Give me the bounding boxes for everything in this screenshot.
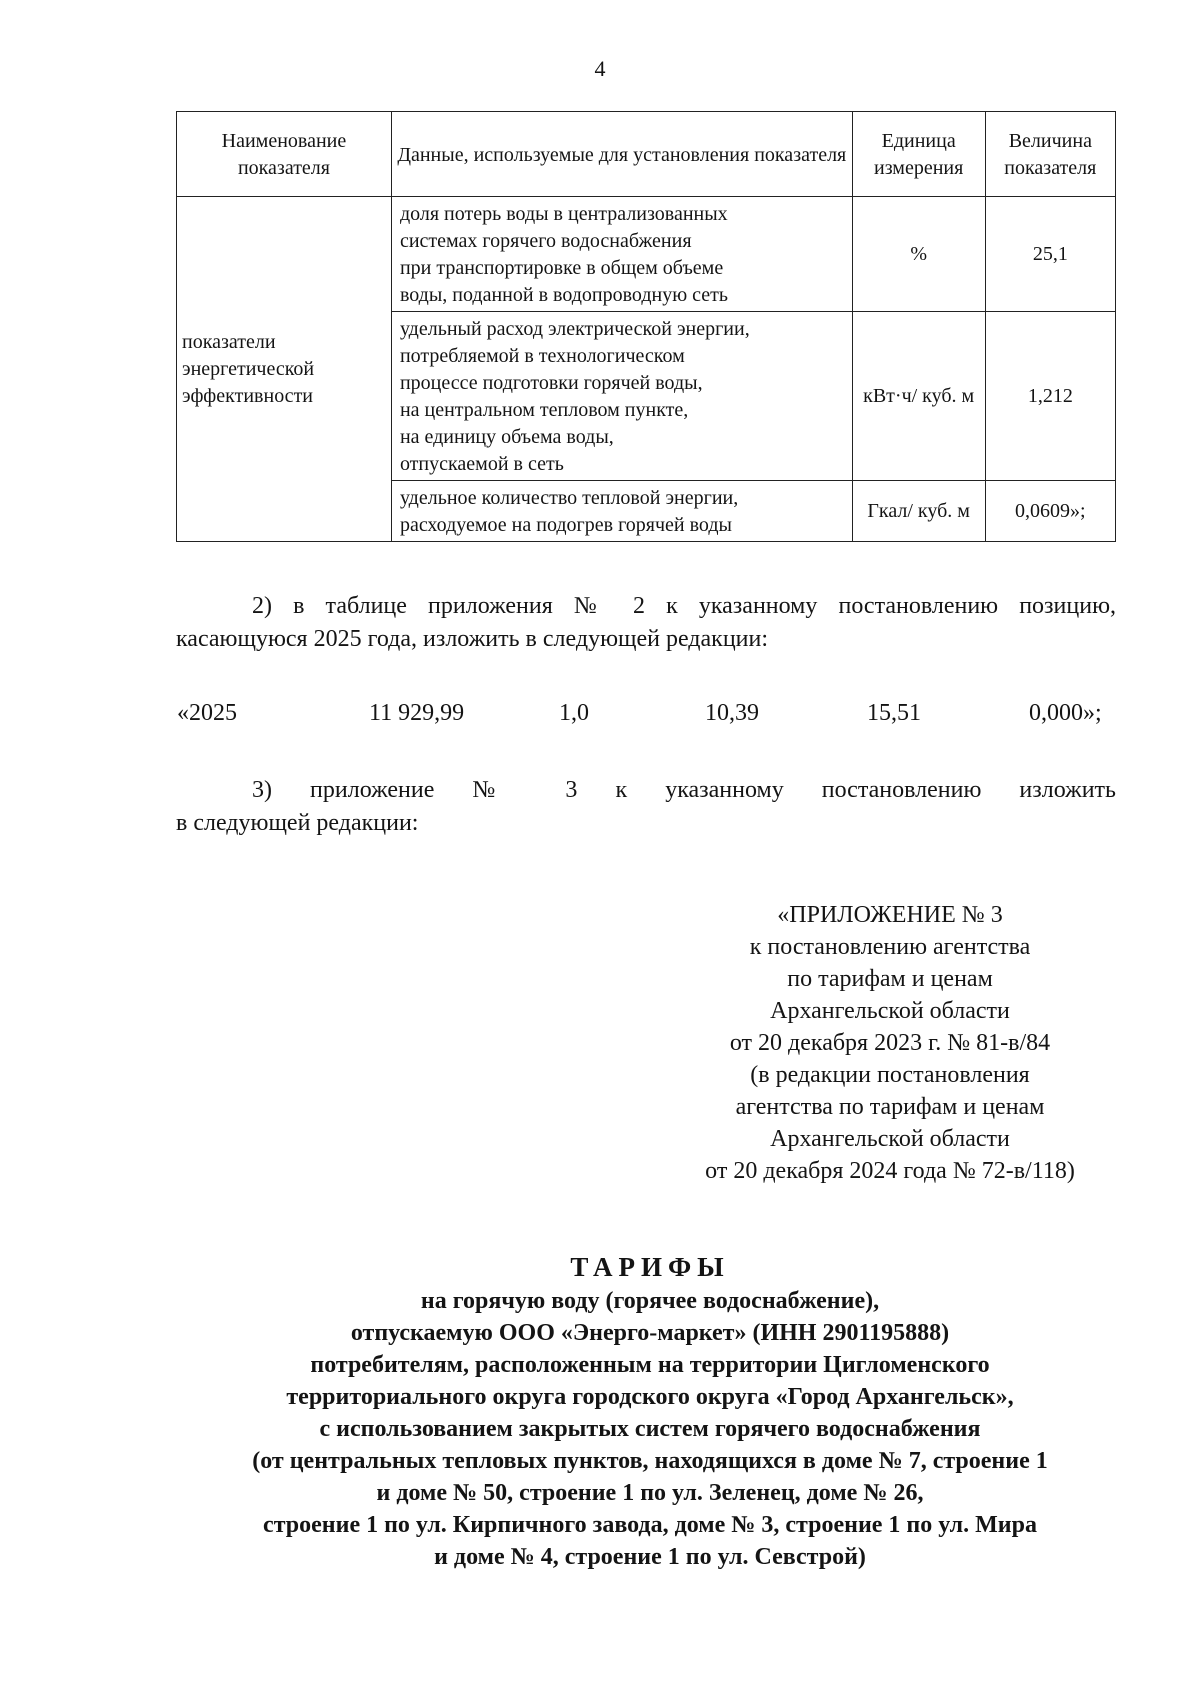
title-line: потребителям, расположенным на территории Цигломенского (310, 1352, 990, 1378)
description-line: удельный расход электрической энергии, (399, 318, 750, 340)
paragraph-3 (176, 774, 1116, 840)
tariffs-heading: ТАРИФЫ (570, 1252, 730, 1282)
appendix-line: Архангельской области (770, 1126, 1010, 1152)
header-name: Наименование показателя (177, 112, 392, 197)
row-description (391, 481, 852, 542)
year-row-value: 1,0 (559, 700, 589, 726)
table-header-row (177, 112, 1116, 197)
header-value: Величина показателя (985, 112, 1115, 197)
description-line: воды, поданной в водопроводную сеть (399, 284, 729, 306)
title-line: и доме № 50, строение 1 по ул. Зеленец, доме № 26, (376, 1480, 924, 1506)
description-line: системах горячего водоснабжения (399, 230, 692, 252)
table-row (177, 197, 1116, 312)
year-cell: «2025 (177, 700, 237, 726)
paragraph-3-line2: в следующей редакции: (176, 810, 419, 836)
appendix-line: «ПРИЛОЖЕНИЕ № 3 (777, 902, 1003, 928)
year-row-value: 0,000»; (1029, 700, 1102, 726)
appendix-line: от 20 декабря 2024 года № 72-в/118) (705, 1158, 1075, 1184)
appendix-line: к постановлению агентства (749, 934, 1031, 960)
title-line: отпускаемую ООО «Энерго-маркет» (ИНН 2901195888) (350, 1320, 950, 1346)
paragraph-3-line1: 3) приложение № 3 к указанному постановлению изложить (252, 777, 1116, 803)
title-line: на горячую воду (горячее водоснабжение), (420, 1288, 880, 1314)
row-unit: кВт·ч/ куб. м (852, 312, 985, 481)
description-line: при транспортировке в общем объеме (399, 257, 724, 279)
paragraph-2 (176, 590, 1116, 656)
paragraph-2-line2: касающуюся 2025 года, изложить в следующей редакции: (176, 626, 769, 652)
page-number: 4 (594, 56, 606, 81)
year-row-value: 11 929,99 (369, 700, 465, 726)
title-line: и доме № 4, строение 1 по ул. Севстрой) (434, 1544, 866, 1570)
year-2025-row (0, 697, 1200, 730)
row-unit: % (852, 197, 985, 312)
header-unit: Единица измерения (852, 112, 985, 197)
title-line: (от центральных тепловых пунктов, находящихся в доме № 7, строение 1 (252, 1448, 1048, 1474)
appendix-line: Архангельской области (770, 998, 1010, 1024)
description-line: отпускаемой в сеть (399, 453, 564, 475)
paragraph-2-line1: 2) в таблице приложения № 2 к указанному постановлению позицию, (252, 593, 1116, 619)
appendix-line: (в редакции постановления (750, 1062, 1030, 1088)
year-row-value: 10,39 (705, 700, 759, 726)
description-line: удельное количество тепловой энергии, (399, 487, 739, 509)
description-line: расходуемое на подогрев горячей воды (399, 514, 732, 536)
description-line: потребляемой в технологическом (399, 345, 685, 367)
appendix-line: агентства по тарифам и ценам (735, 1094, 1045, 1120)
title-line: строение 1 по ул. Кирпичного завода, доме № 3, строение 1 по ул. Мира (263, 1512, 1037, 1538)
header-data: Данные, используемые для установления показателя (391, 112, 852, 197)
indicators-table (176, 111, 1116, 542)
tariffs-title (120, 1251, 1180, 1573)
description-line: процессе подготовки горячей воды, (399, 372, 703, 394)
appendix-line: по тарифам и ценам (787, 966, 993, 992)
row-description (391, 197, 852, 312)
appendix-header (660, 899, 1120, 1187)
title-line: территориального округа городского округа «Город Архангельск», (286, 1384, 1014, 1410)
title-line: с использованием закрытых систем горячего водоснабжения (319, 1416, 981, 1442)
appendix-line: от 20 декабря 2023 г. № 81-в/84 (729, 1030, 1051, 1056)
description-line: на центральном тепловом пункте, (399, 399, 689, 421)
description-line: доля потерь воды в централизованных (399, 203, 728, 225)
year-row-value: 15,51 (867, 700, 921, 726)
row-unit: Гкал/ куб. м (852, 481, 985, 542)
group-label: показатели энергетической эффективности (177, 197, 392, 542)
row-description (391, 312, 852, 481)
row-value: 0,0609»; (985, 481, 1115, 542)
row-value: 25,1 (985, 197, 1115, 312)
description-line: на единицу объема воды, (399, 426, 614, 448)
row-value: 1,212 (985, 312, 1115, 481)
